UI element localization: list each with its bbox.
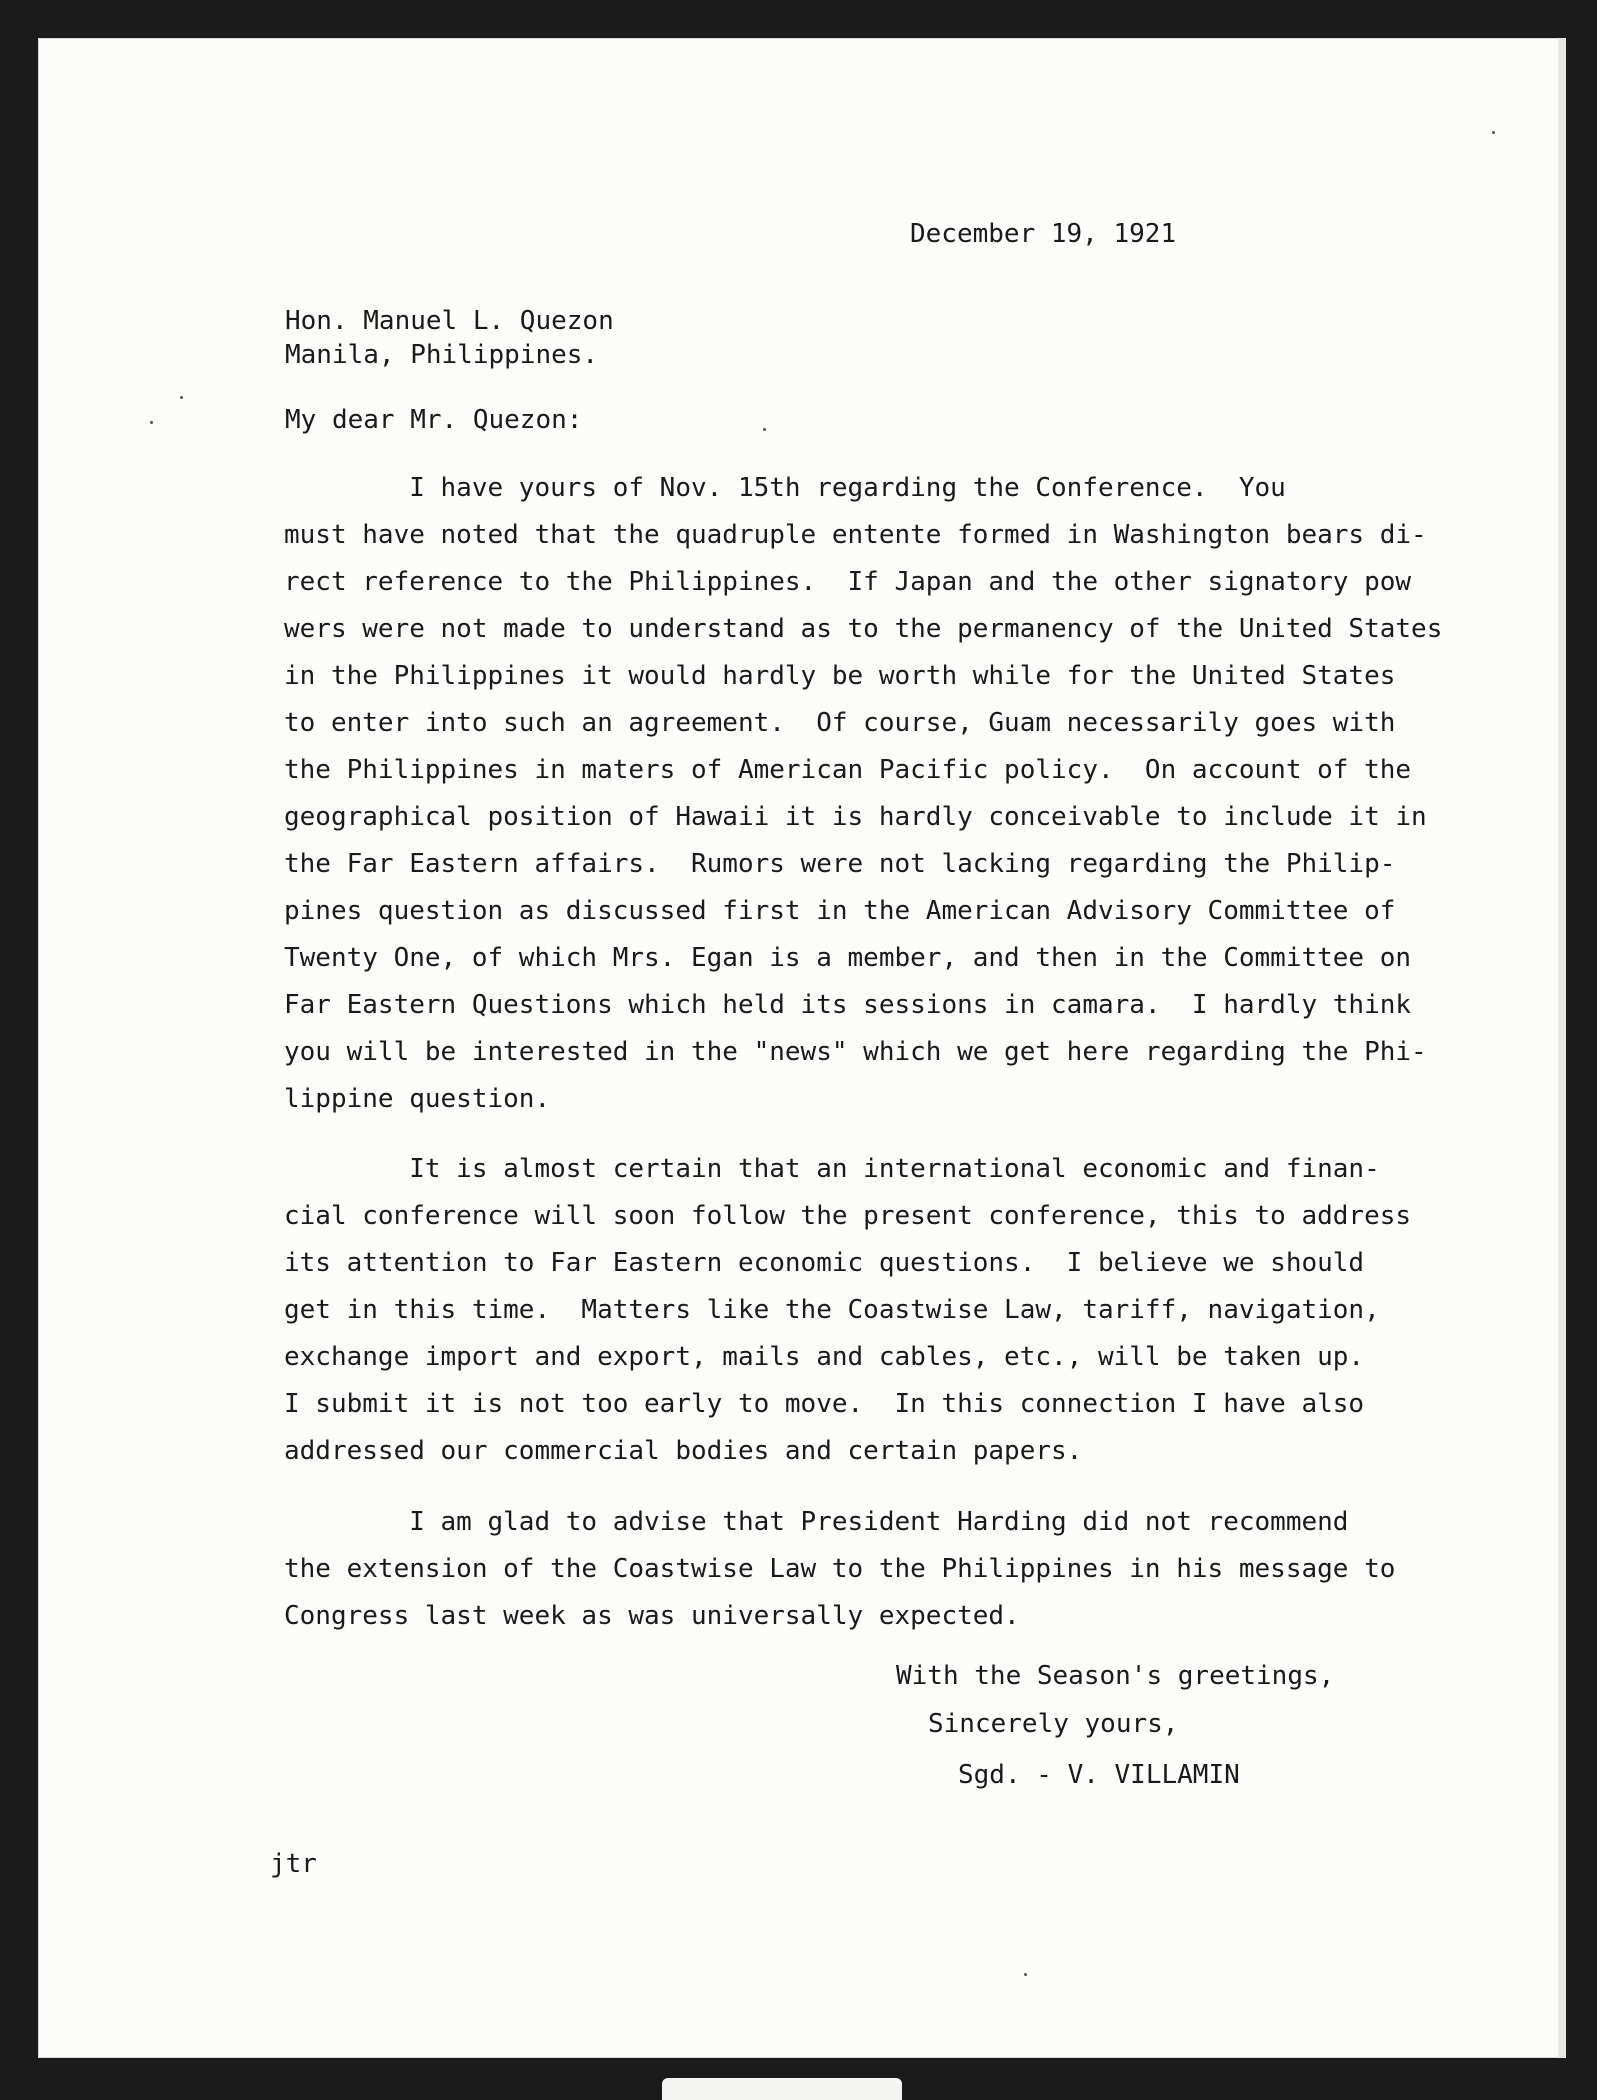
paragraph-line: cial conference will soon follow the present conference, this to address xyxy=(284,1201,1412,1231)
recipient-name: Hon. Manuel L. Quezon xyxy=(285,306,614,336)
closing-valediction: Sincerely yours, xyxy=(928,1709,1179,1739)
paragraph-line: the Philippines in maters of American Pacific policy. On account of the xyxy=(284,755,1412,785)
paragraph-line: addressed our commercial bodies and certain papers. xyxy=(284,1436,1083,1466)
paragraph-line: get in this time. Matters like the Coastwise Law, tariff, navigation, xyxy=(284,1295,1380,1325)
paragraph-line: its attention to Far Eastern economic questions. I believe we should xyxy=(284,1248,1365,1278)
closing-greeting: With the Season's greetings, xyxy=(896,1661,1335,1691)
paragraph-line: pines question as discussed first in the American Advisory Committee of xyxy=(284,896,1396,926)
paragraph-coastwise-law xyxy=(284,1499,1464,1640)
paragraph-line: lippine question. xyxy=(284,1084,551,1114)
paragraph-line: Congress last week as was universally expected. xyxy=(284,1601,1020,1631)
paragraph-line: exchange import and export, mails and cables, etc., will be taken up. xyxy=(284,1342,1365,1372)
paragraph-line: Twenty One, of which Mrs. Egan is a member, and then in the Committee on xyxy=(284,943,1412,973)
paragraph-line: the extension of the Coastwise Law to the Philippines in his message to xyxy=(284,1554,1396,1584)
paragraph-line: Far Eastern Questions which held its sessions in camara. I hardly think xyxy=(284,990,1412,1020)
salutation: My dear Mr. Quezon: xyxy=(285,405,583,435)
paragraph-line: geographical position of Hawaii it is hardly conceivable to include it in xyxy=(284,802,1427,832)
paragraph-line: It is almost certain that an international economic and finan- xyxy=(284,1154,1380,1184)
paragraph-economic-conference xyxy=(284,1146,1464,1475)
recipient-location: Manila, Philippines. xyxy=(285,340,599,370)
paragraph-line: rect reference to the Philippines. If Japan and the other signatory pow xyxy=(284,567,1412,597)
signature: Sgd. - V. VILLAMIN xyxy=(958,1760,1240,1790)
paragraph-line: I am glad to advise that President Harding did not recommend xyxy=(284,1507,1349,1537)
paragraph-line: wers were not made to understand as to the permanency of the United States xyxy=(284,614,1443,644)
paragraph-line: I submit it is not too early to move. In this connection I have also xyxy=(284,1389,1365,1419)
paragraph-line: the Far Eastern affairs. Rumors were not lacking regarding the Philip- xyxy=(284,849,1396,879)
paragraph-line: must have noted that the quadruple entente formed in Washington bears di- xyxy=(284,520,1427,550)
typist-initials: jtr xyxy=(270,1849,317,1879)
paragraph-conference xyxy=(284,465,1464,1123)
letter-date: December 19, 1921 xyxy=(910,219,1177,249)
paragraph-line: to enter into such an agreement. Of course, Guam necessarily goes with xyxy=(284,708,1396,738)
paragraph-line: you will be interested in the "news" which we get here regarding the Phi- xyxy=(284,1037,1427,1067)
paragraph-line: in the Philippines it would hardly be worth while for the United States xyxy=(284,661,1396,691)
paragraph-line: I have yours of Nov. 15th regarding the Conference. You xyxy=(284,473,1286,503)
